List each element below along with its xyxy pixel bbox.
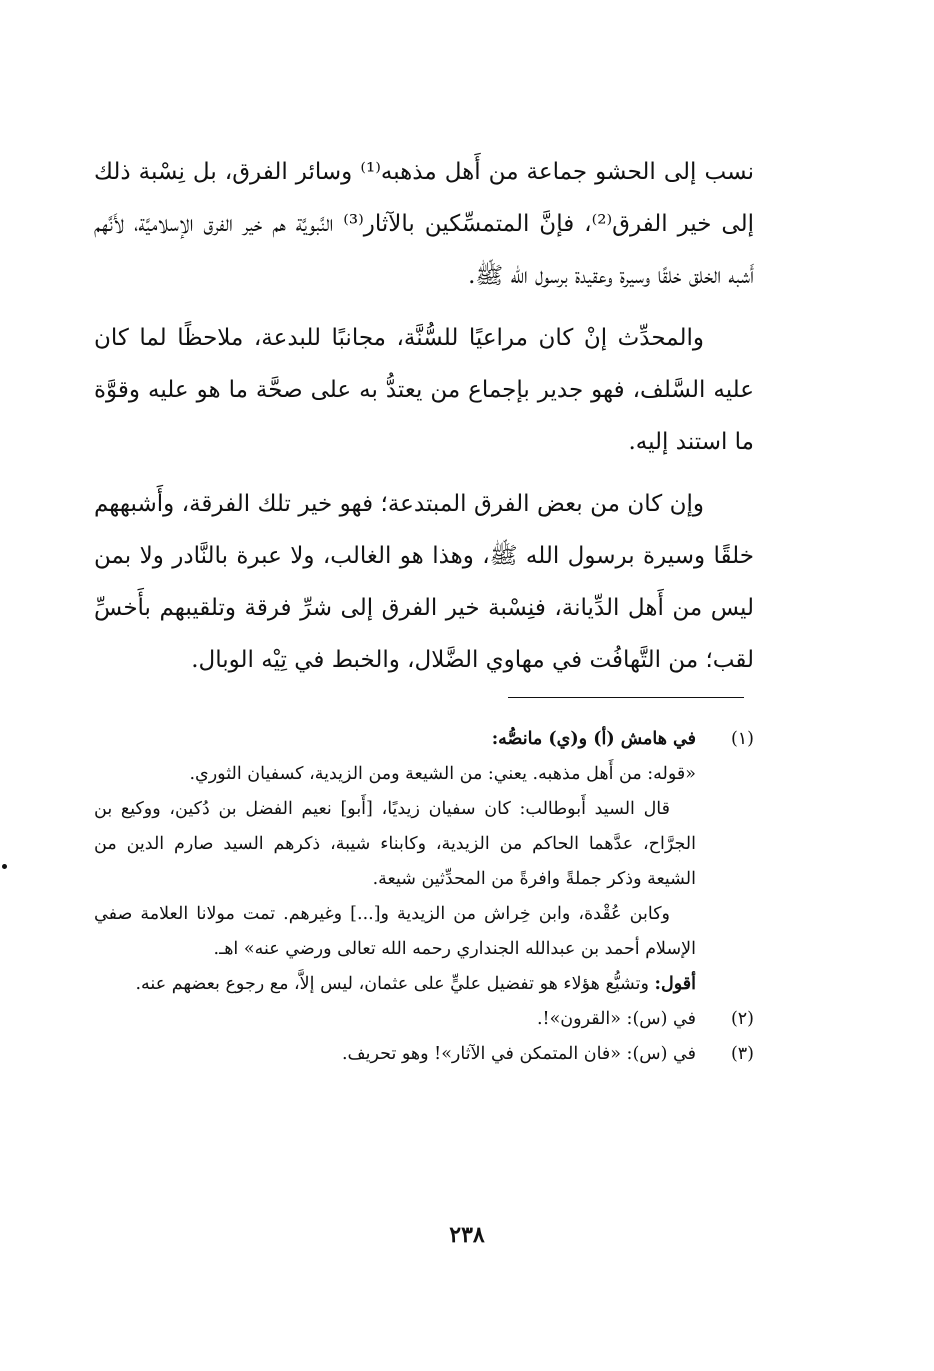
footnote-1 bbox=[94, 722, 754, 1002]
footnote-body: في (س): «القرون»!. bbox=[536, 1009, 696, 1029]
footnote-line: «قوله: من أَهل مذهبه. يعني: من الشيعة ومن الزيدية، كسفيان الثوري. bbox=[189, 764, 696, 784]
main-text bbox=[94, 146, 754, 696]
note-label: أقول: bbox=[654, 974, 696, 994]
footnote-heading: في هامش (أ) و(ي) مانصُّه: bbox=[491, 729, 696, 749]
paragraph-1: نسب إلى الحشو جماعة من أَهل مذهبه⁽¹⁾ وسائر الفرق، بل نِسْبة ذلك إلى خير الفرق⁽²⁾، فإنَّ المتمسِّكين بالآثار⁽³⁾ النَّبويَّة هم خير الفرق الإسلاميَّة، لأَنَّهم أَشبه الخلق خلقًا وسيرة وعقيدة برسول الله ﷺ. bbox=[94, 159, 754, 289]
footnotes bbox=[94, 722, 754, 1072]
page-number: ٢٣٨ bbox=[449, 1222, 485, 1248]
paragraph-2: والمحدِّث إنْ كان مراعيًا للسُّنَّة، مجانبًا للبدعة، ملاحظًا لما كان عليه السَّلف، فهو جدير بإجماع من يعتدُّ به على صحَّة ما هو عليه وقوَّة ما استند إليه. bbox=[94, 325, 754, 455]
footnote-note bbox=[94, 967, 696, 1002]
footnote-number: (١) bbox=[730, 729, 754, 749]
footnote-line: وكابن عُقْدة، وابن خِراش من الزيدية و[...] وغيرهم. تمت مولانا العلامة صفي الإسلام أحمد بن عبدالله الجنداري رحمه الله تعالى ورضي عنه» اهـ. bbox=[94, 904, 696, 959]
footnote-number: (٢) bbox=[730, 1009, 754, 1029]
footnote-body: في (س): «فان المتمكن في الآثار»! وهو تحريف. bbox=[341, 1044, 696, 1064]
footnote-3 bbox=[94, 1037, 754, 1072]
footnote-separator bbox=[508, 697, 744, 698]
footnote-2 bbox=[94, 1002, 754, 1037]
margin-mark bbox=[2, 864, 7, 869]
footnote-body bbox=[94, 722, 696, 1002]
footnote-number: (٣) bbox=[730, 1044, 754, 1064]
paragraph-3: وإن كان من بعض الفرق المبتدعة؛ فهو خير تلك الفرقة، وأَشبههم خلقًا وسيرة برسول الله ﷺ، وهذا هو الغالب، ولا عبرة بالنَّادر ولا بمن ليس من أَهل الدِّيانة، فنِسْبة خير الفرق إلى شرِّ فرقة وتلقيبهم بأَخسِّ لقب؛ من التَّهافُت في مهاوي الضَّلال، والخبط في تِيْه الوبال. bbox=[94, 491, 754, 673]
footnote-line: قال السيد أَبوطالب: كان سفيان زيديًا، [أَبو] نعيم الفضل بن دُكين، ووكيع بن الجرَّاح، عدَّهما الحاكم من الزيدية، وكابناء شيبة، ذكرهم السيد صارم الدين من الشيعة وذكر جملةً وافرةً من المحدِّثين شيعة. bbox=[94, 799, 696, 889]
note-text: وتشيُّع هؤلاء هو تفضيل عليٍّ على عثمان، ليس إلاَّ، مع رجوع بعضهم عنه. bbox=[135, 974, 649, 994]
